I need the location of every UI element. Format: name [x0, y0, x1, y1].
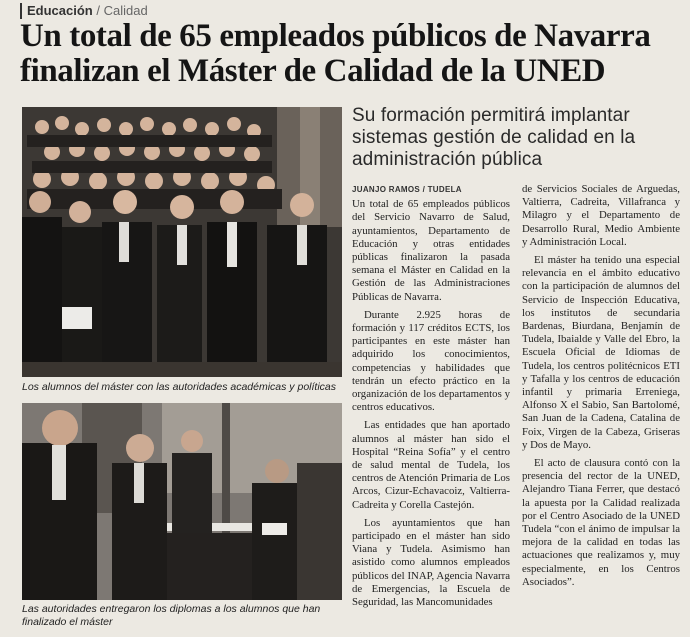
subsection-name: Calidad [103, 3, 148, 18]
ceremony-photo-caption: Las autoridades entregaron los diplomas a los alumnos que han finalizado el máster [22, 603, 321, 628]
paragraph: Durante 2.925 horas de formación y 117 créditos ECTS, los participantes en este máster han adquirido los conocimientos, competencias y habilidades que tendrán un efecto práctico en la organización de los departamentos y centros educativos. [352, 308, 510, 414]
paragraph: de Servicios Sociales de Arguedas, Valtierra, Cadreita, Villafranca y Milagro y el Departamento de Desarrollo Rural, Medio Ambiente y Administración Local. [522, 183, 680, 248]
headline-line-1: Un total de 65 empleados públicos de Navarra [20, 18, 651, 54]
ceremony-photo [22, 403, 342, 600]
article-column-1 [352, 183, 510, 614]
group-photo-illustration [22, 107, 342, 377]
article-column-2 [522, 183, 680, 594]
section-label [20, 3, 148, 19]
group-photo-caption: Los alumnos del máster con las autoridades académicas y políticas [22, 381, 336, 393]
paragraph: Un total de 65 empleados públicos del Servicio Navarro de Salud, ayuntamientos, Departamento de Educación y otras entidades públicas finalizaron la pasada semana el Máster en Calidad en la Gestión de las Administraciones Públicas de Navarra. [352, 198, 510, 303]
headline [20, 19, 680, 89]
section-separator: / [96, 3, 100, 18]
paragraph: El acto de clausura contó con la presencia del rector de la UNED, Alejandro Tiana Ferrer, que destacó la apuesta por la Calidad realizada por el Centro Asociado de la UNED Tudela “con el ánimo de impulsar la mejora de la calidad en todas las actuaciones que realizamos y, muy especialmente, en los Centros Asociados”. [522, 457, 680, 588]
headline-line-2: finalizan el Máster de Calidad de la UNED [20, 53, 606, 89]
paragraph: Los ayuntamientos que han participado en el máster han sido Viana y Tudela. Asimismo han asistido como alumnos empleados públicos del INAP, Agencia Navarra de Emergencias, la Escuela de Seguridad, las Mancomunidades [352, 516, 510, 609]
paragraph: Las entidades que han aportado alumnos al máster han sido el Hospital “Reina Sofía” y el centro de salud mental de Tudela, los centros de Atención Primaria de Los Arcos, Cizur-Echavacoiz, Valtierra-Cadreita y Corella Castejón. [352, 419, 510, 511]
group-photo [22, 107, 342, 377]
deck-subtitle: Su formación permitirá implantar sistemas gestión de calidad en la administración pública [352, 105, 636, 170]
section-name: Educación [27, 3, 93, 18]
ceremony-photo-illustration [22, 403, 342, 600]
byline: JUANJO RAMOS / TUDELA [352, 185, 462, 194]
paragraph: El máster ha tenido una especial relevancia en el ámbito educativo con la participación de alumnos del Servicio de Inspección Educativa, los institutos de secundaria Bardenas, Biurdana, Benjamín de Tudela, Ibaialde y Valle del Ebro, la Escuela Oficial de Idiomas de Tudela, los centros politécnicos ETI y Tafalla y los centros de educación infantil y primaria Erreniega, Alfonso X el Sabio, San Bartolomé, San Juan de la Cadena, Catalina de Foix, Virgen de la Cabeza, Griseras y Dos de Mayo. [522, 254, 680, 451]
